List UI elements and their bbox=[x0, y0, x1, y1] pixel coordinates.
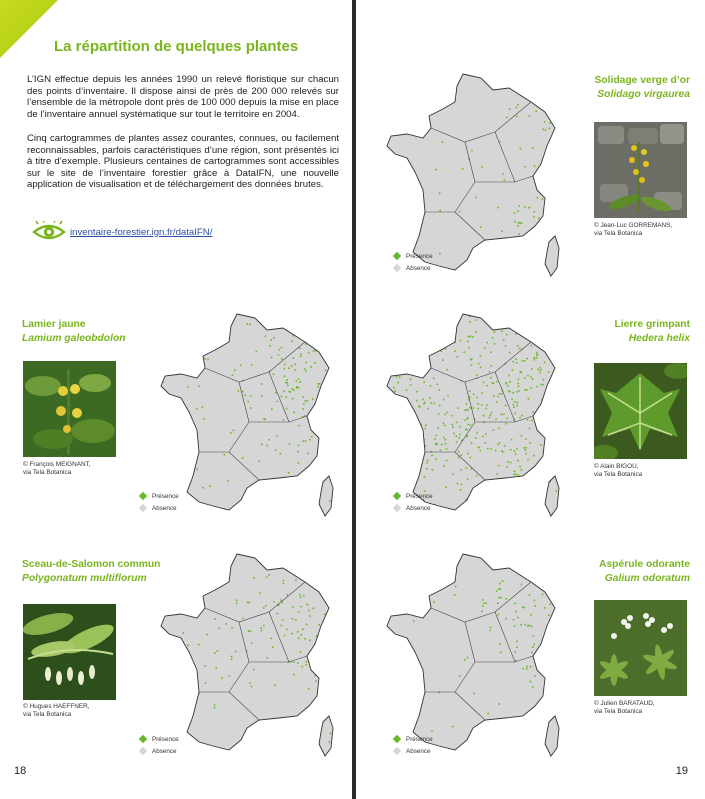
solidage-photo bbox=[594, 122, 687, 218]
map-asperule bbox=[384, 552, 566, 762]
lierre-credit: © Alain BIGOU, via Tela Botanica bbox=[594, 463, 643, 478]
right-page bbox=[356, 0, 705, 799]
description-paragraph: Cinq cartogrammes de plantes assez courantes, connues, ou facilement reconnaissables, parfois caractéristiques d’une région, sont présentés ici à titre d’exemple. Plusieurs centaines de cartogrammes sont accessibles sur le site de l’inventaire forestier grâce à DataIFN, une nouvelle application de visualisation et de téléchargement des données brutes. bbox=[27, 133, 339, 191]
absence-icon bbox=[393, 504, 401, 512]
plant-asperule-name: Aspérule odorante Galium odoratum bbox=[599, 559, 690, 584]
plant-sceau-name: Sceau-de-Salomon commun Polygonatum multiflorum bbox=[22, 559, 161, 584]
page-title: La répartition de quelques plantes bbox=[54, 38, 299, 55]
corner-decoration bbox=[0, 0, 58, 58]
datafn-link-row bbox=[32, 221, 212, 243]
left-page bbox=[0, 0, 352, 799]
absence-icon bbox=[139, 747, 147, 755]
plant-lamier-name: Lamier jaune Lamium galeobdolon bbox=[22, 319, 126, 344]
absence-icon bbox=[393, 264, 401, 272]
eye-icon bbox=[32, 221, 66, 243]
sceau-photo bbox=[23, 604, 116, 700]
presence-icon bbox=[393, 735, 401, 743]
sceau-credit: © Hugues HAEFFNER, via Tela Botanica bbox=[23, 703, 90, 718]
datafn-link[interactable]: inventaire-forestier.ign.fr/dataIFN/ bbox=[70, 226, 213, 238]
page-number-right: 19 bbox=[675, 765, 688, 777]
asperule-credit: © Julien BARATAUD, via Tela Botanica bbox=[594, 700, 655, 715]
absence-icon bbox=[139, 504, 147, 512]
legend-solidage: Présence Absence bbox=[394, 250, 433, 274]
plant-lierre-name: Lierre grimpant Hedera helix bbox=[614, 319, 690, 344]
page-number-left: 18 bbox=[14, 765, 27, 777]
absence-icon bbox=[393, 747, 401, 755]
presence-icon bbox=[139, 735, 147, 743]
asperule-photo bbox=[594, 600, 687, 696]
legend-sceau: Présence Absence bbox=[140, 733, 179, 757]
map-sceau bbox=[158, 552, 340, 762]
legend-lamier: Présence Absence bbox=[140, 490, 179, 514]
lamier-photo bbox=[23, 361, 116, 457]
presence-icon bbox=[393, 492, 401, 500]
lierre-photo bbox=[594, 363, 687, 459]
plant-solidage-name: Solidage verge d’or Solidago virgaurea bbox=[594, 75, 690, 100]
intro-paragraph: L’IGN effectue depuis les années 1990 un relevé floristique sur chacun des points d’inventaire. Il dispose ainsi de près de 200 000 relevés sur l’ensemble de la métropole dont près de 100 000 depuis la mise en place de l’inventaire annuel systématique sur tout le territoire en 2004. bbox=[27, 74, 339, 120]
lamier-credit: © François MEIGNANT, via Tela Botanica bbox=[23, 461, 91, 476]
presence-icon bbox=[393, 252, 401, 260]
presence-icon bbox=[139, 492, 147, 500]
map-lamier bbox=[158, 312, 340, 522]
legend-lierre: Présence Absence bbox=[394, 490, 433, 514]
legend-asperule: Présence Absence bbox=[394, 733, 433, 757]
solidage-credit: © Jean-Luc GORREMANS, via Tela Botanica bbox=[594, 222, 673, 237]
